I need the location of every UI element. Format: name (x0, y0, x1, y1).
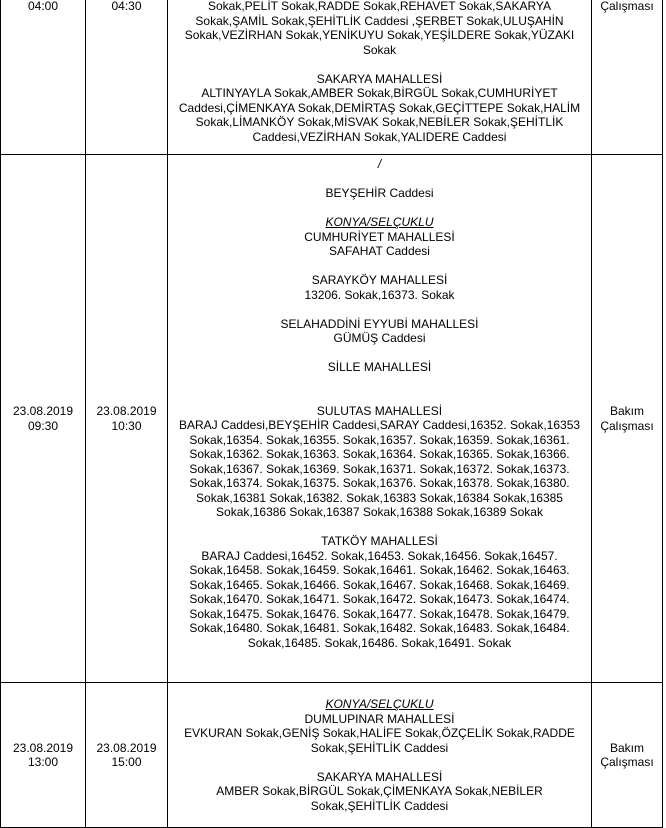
city-district-label: KONYA/SELÇUKLU (325, 215, 434, 229)
street-line: GÜMÜŞ Caddesi (333, 331, 426, 345)
street-line: Sokak,16480. Sokak,16481. Sokak,16482. Sokak,16483. Sokak,16484. (189, 621, 570, 635)
address-line: Sokak (362, 42, 397, 57)
address-line: Sokak,PELİT Sokak,RADDE Sokak,REHAVET Sokak,SAKARYA (207, 0, 552, 13)
street-line: Sokak,16470. Sokak,16471. Sokak,16472. Sokak,16473. Sokak,16474. (189, 592, 570, 606)
blank-line (171, 259, 588, 274)
end-date: 23.08.2019 (96, 404, 157, 418)
neighborhood-name: SARAYKÖY MAHALLESİ (311, 273, 448, 287)
blank-line (171, 57, 588, 72)
blank-line (171, 346, 588, 361)
blank-line (171, 375, 588, 390)
start-time: 13:00 (27, 755, 59, 769)
city-district-label: KONYA/SELÇUKLU (325, 697, 434, 711)
street-line: Sokak,16465. Sokak,16466. Sokak,16467. Sokak,16468. Sokak,16469. (189, 577, 570, 592)
address-line: Caddesi,ÇİMENKAYA Sokak,DEMİRTAŞ Sokak,GEÇİTTEPE Sokak,HALİM (178, 100, 581, 115)
end-time: 04:30 (111, 0, 142, 13)
street-line: BARAJ Caddesi,16452. Sokak,16453. Sokak,16456. Sokak,16457. (201, 548, 558, 563)
street-line: SAFAHAT Caddesi (329, 244, 430, 258)
street-line: BEYŞEHİR Caddesi (325, 186, 434, 200)
work-type-cell (592, 0, 663, 155)
start-time: 04:00 (27, 0, 59, 13)
address-line: Sokak,VEZİRHAN Sokak,YENİKUYU Sokak,YEŞİLDERE Sokak,YÜZAKI (184, 28, 575, 42)
address-line: Sokak,ŞAMİL Sokak,ŞEHİTLİK Caddesi ,ŞERBET Sokak,ULUŞAHİN (195, 13, 564, 28)
street-line: Sokak,16362. Sokak,16363. Sokak,16364. Sokak,16365. Sokak,16366. (189, 447, 570, 461)
end-date: 23.08.2019 (96, 740, 157, 755)
street-line: 13206. Sokak,16373. Sokak (304, 287, 455, 302)
neighborhood-name: TATKÖY MAHALLESİ (321, 534, 438, 548)
work-type-label: Çalışması (600, 418, 654, 433)
street-line: Sokak,16475. Sokak,16476. Sokak,16477. Sokak,16478. Sokak,16479. (189, 606, 570, 621)
start-date: 23.08.2019 (12, 740, 74, 755)
neighborhood-name: DUMLUPINAR MAHALLESİ (304, 711, 455, 726)
work-type-label: Çalışması (600, 0, 654, 13)
blank-line (171, 389, 588, 404)
start-time: 09:30 (27, 418, 59, 433)
blank-line (171, 520, 588, 535)
blank-line (171, 302, 588, 317)
blank-line (171, 755, 588, 770)
street-line: Sokak,16458. Sokak,16459. Sokak,16461. Sokak,16462. Sokak,16463. (189, 563, 570, 577)
table-row (1, 683, 663, 828)
street-line: Sokak,16381 Sokak,16382. Sokak,16383 Sokak,16384 Sokak,16385 (196, 490, 563, 505)
table-row (1, 0, 663, 155)
street-line: EVKURAN Sokak,GENİŞ Sokak,HALİFE Sokak,ÖZÇELİK Sokak,RADDE (184, 726, 575, 740)
street-line: Sokak,16354. Sokak,16355. Sokak,16357. Sokak,16359. Sokak,16361. (189, 432, 570, 447)
start-datetime-cell (1, 683, 86, 828)
address-line: Caddesi,VEZİRHAN Sokak,YALIDERE Caddesi (252, 129, 507, 144)
address-line: ALTINYAYLA Sokak,AMBER Sokak,BİRGÜL Sokak,CUMHURİYET (201, 86, 558, 100)
affected-streets-cell (168, 0, 592, 155)
neighborhood-name: SELAHADDİNİ EYYUBİ MAHALLESİ (280, 316, 479, 331)
address-line: Sokak,LİMANKÖY Sokak,MİSVAK Sokak,NEBİLER Sokak,ŞEHİTLİK (195, 115, 564, 129)
start-date: 23.08.2019 (12, 404, 74, 418)
start-datetime-cell (1, 155, 86, 683)
neighborhood-name: SULUTAS MAHALLESİ (316, 403, 443, 418)
affected-streets-cell (168, 155, 592, 683)
end-time: 15:00 (111, 755, 142, 769)
street-line: Sokak,ŞEHİTLİK Caddesi (310, 798, 449, 813)
street-line: Sokak,16485. Sokak,16486. Sokak,16491. Sokak (247, 635, 512, 650)
street-line: AMBER Sokak,BİRGÜL Sokak,ÇİMENKAYA Sokak,NEBİLER (216, 784, 543, 798)
work-type-cell (592, 155, 663, 683)
neighborhood-name: SAKARYA MAHALLESİ (316, 769, 443, 784)
end-datetime-cell (86, 155, 168, 683)
work-type-label: Çalışması (600, 755, 654, 769)
street-line: Sokak,16374. Sokak,16375. Sokak,16376. Sokak,16378. Sokak,16380. (189, 476, 570, 490)
blank-line (171, 172, 588, 187)
work-type-label: Bakım (609, 404, 644, 418)
affected-streets-cell (168, 683, 592, 828)
neighborhood-name: SİLLE MAHALLESİ (327, 360, 432, 374)
street-line: BARAJ Caddesi,BEYŞEHİR Caddesi,SARAY Caddesi,16352. Sokak,16353 (178, 418, 581, 432)
end-datetime-cell (86, 0, 168, 155)
work-type-label: Bakım (609, 740, 644, 755)
neighborhood-name: SAKARYA MAHALLESİ (316, 71, 443, 86)
street-line: Sokak,16386 Sokak,16387 Sokak,16388 Sokak,16389 Sokak (216, 505, 543, 519)
street-line: Sokak,16367. Sokak,16369. Sokak,16371. Sokak,16372. Sokak,16373. (189, 461, 570, 476)
table-row (1, 155, 663, 683)
end-datetime-cell (86, 683, 168, 828)
neighborhood-name: CUMHURİYET MAHALLESİ (304, 229, 455, 244)
start-datetime-cell (1, 0, 86, 155)
work-type-cell (592, 683, 663, 828)
blank-line (171, 201, 588, 216)
separator-mark: / (377, 157, 382, 171)
end-time: 10:30 (111, 418, 142, 433)
street-line: Sokak,ŞEHİTLİK Caddesi (310, 740, 449, 755)
